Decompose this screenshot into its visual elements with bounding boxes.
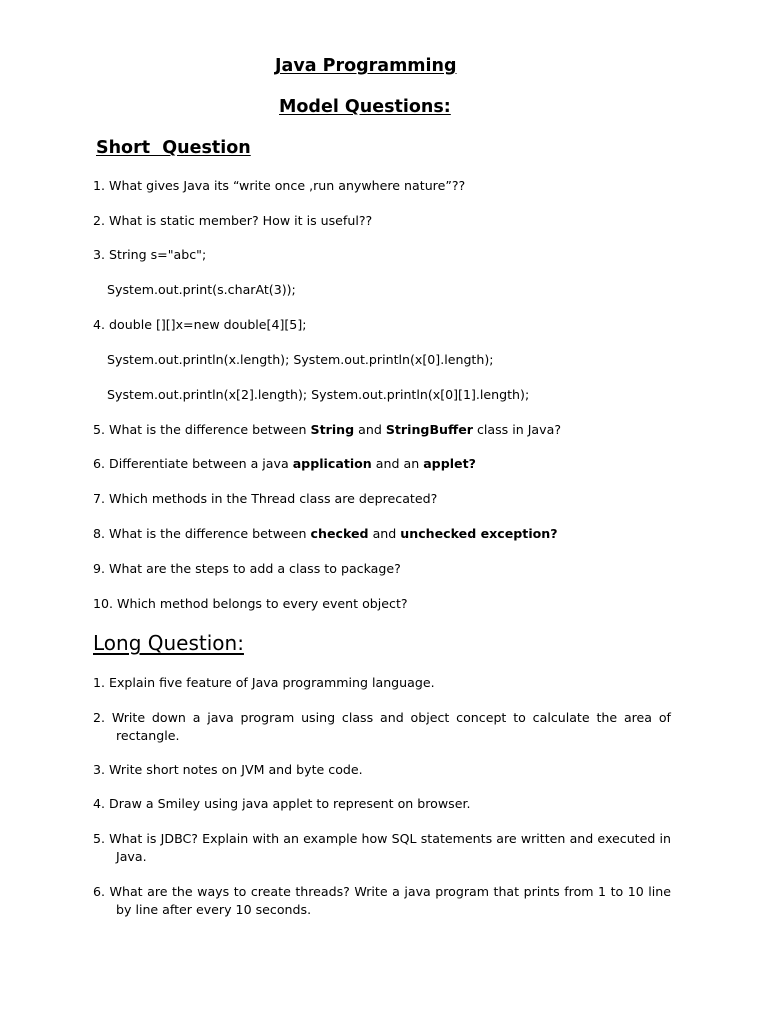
question-keyword: StringBuffer <box>385 422 473 437</box>
question-keyword: applet? <box>423 456 476 471</box>
short-question-5 <box>93 421 561 439</box>
long-question-4: 4. Draw a Smiley using java applet to represent on browser. <box>93 796 471 811</box>
short-question-2: 2. What is static member? How it is useful?? <box>93 213 373 228</box>
short-question-8 <box>93 525 558 543</box>
document-title: Java Programming <box>275 56 457 76</box>
question-text: and <box>368 526 401 541</box>
long-question-5: 5. What is JDBC? Explain with an example how SQL statements are written and executed in Java. <box>93 831 671 864</box>
question-text: 8. What is the difference between <box>93 526 311 541</box>
question-keyword: checked <box>310 526 369 541</box>
short-question-6 <box>93 455 476 473</box>
long-question-heading: Long Question: <box>93 631 244 655</box>
question-text: class in Java? <box>472 422 562 437</box>
question-text: and an <box>371 456 424 471</box>
long-question-2: 2. Write down a java program using class and object concept to calculate the area of rectangle. <box>93 710 671 743</box>
short-question-heading: Short Question <box>96 138 251 158</box>
question-text: and <box>354 422 386 437</box>
short-question-3: 3. String s="abc"; <box>93 247 207 262</box>
short-question-4-code-line-2: System.out.println(x[2].length); System.out.println(x[0][1].length); <box>107 387 530 402</box>
question-text: 6. Differentiate between a java <box>93 456 293 471</box>
long-question-6: 6. What are the ways to create threads? Write a java program that prints from 1 to 10 line by line after every 10 seconds. <box>93 884 671 917</box>
question-keyword: unchecked exception? <box>400 526 558 541</box>
question-keyword: String <box>310 422 355 437</box>
document-subtitle: Model Questions: <box>279 97 451 117</box>
short-question-10: 10. Which method belongs to every event object? <box>93 596 408 611</box>
long-question-3: 3. Write short notes on JVM and byte code. <box>93 762 363 777</box>
short-question-4: 4. double [][]x=new double[4][5]; <box>93 317 307 332</box>
short-question-3-code: System.out.print(s.charAt(3)); <box>107 282 296 297</box>
short-question-9: 9. What are the steps to add a class to package? <box>93 561 401 576</box>
long-question-1: 1. Explain five feature of Java programming language. <box>93 675 435 690</box>
question-keyword: application <box>292 456 372 471</box>
short-question-7: 7. Which methods in the Thread class are deprecated? <box>93 491 438 506</box>
short-question-1: 1. What gives Java its “write once ,run anywhere nature”?? <box>93 178 466 193</box>
short-question-4-code-line-1: System.out.println(x.length); System.out.println(x[0].length); <box>107 352 494 367</box>
question-text: 5. What is the difference between <box>93 422 311 437</box>
